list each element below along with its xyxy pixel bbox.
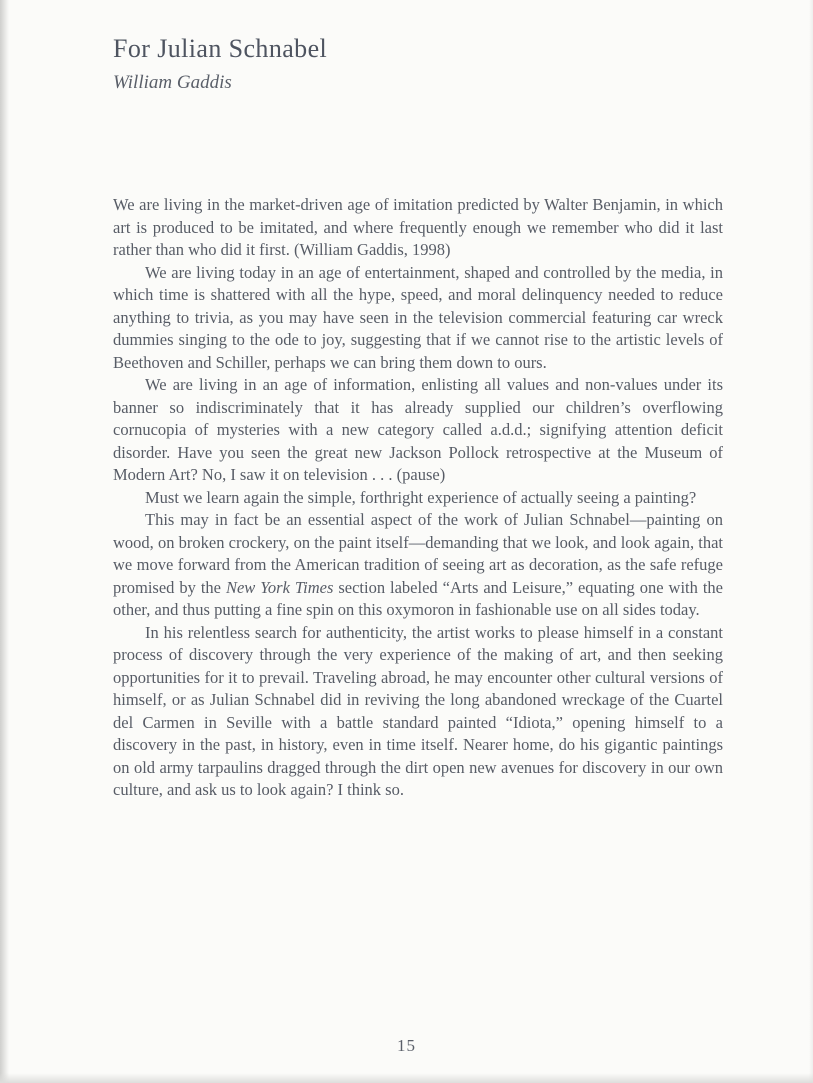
page-title: For Julian Schnabel [113, 34, 328, 63]
paragraph-3: We are living in an age of information, enlisting all values and non-values under its banner so indiscriminately that it has already supplied our children’s overflowing cornucopia of mysteries with a new category called a.d.d.; signifying attention deficit disorder. Have you seen the great new Jackson Pollock retrospective at the Museum of Modern Art? No, I saw it on television . . . (pause) [113, 375, 723, 484]
paragraph-5-text-before: This may in fact be an essential aspect of the work of Julian Schnabel—painting on wood, on broken crockery, on the paint itself—demanding that we look, and look again, that we move forward from the American tradition of seeing art as decoration, as the safe refuge promised by the [113, 510, 723, 597]
author-byline: William Gaddis [113, 72, 232, 93]
paragraph-4: Must we learn again the simple, forthright experience of actually seeing a painting? [145, 487, 697, 507]
paragraph-5-text-after: section labeled “Arts and Leisure,” equating one with the other, and thus putting a fine spin on this oxymoron in fashionable use on all sides today. [113, 577, 723, 619]
paragraph-5 [113, 509, 723, 622]
page-number: 15 [397, 1036, 416, 1055]
paragraph-6: In his relentless search for authenticity, the artist works to please himself in a constant process of discovery through the very experience of the making of art, and then seeking opportunities for it to prevail. Traveling abroad, he may encounter other cultural versions of himself, or as Julian Schnabel did in reviving the long abandoned wreckage of the Cuartel del Carmen in Seville with a battle standard painted “Idiota,” opening himself to a discovery in the past, in history, even in time itself. Nearer home, do his gigantic paintings on old army tarpaulins dragged through the dirt open new avenues for discovery in our own culture, and ask us to look again? I think so. [113, 622, 723, 799]
essay-body [113, 194, 723, 802]
scan-bottom-edge-shadow [0, 1073, 813, 1083]
paragraph-2: We are living today in an age of entertainment, shaped and controlled by the media, in which time is shattered with all the hype, speed, and moral delinquency needed to reduce anything to trivia, as you may have seen in the television commercial featuring car wreck dummies singing to the ode to joy, suggesting that if we cannot rise to the artistic levels of Beethoven and Schiller, perhaps we can bring them down to ours. [113, 262, 723, 372]
paragraph-1: We are living in the market-driven age of imitation predicted by Walter Benjamin, in which art is produced to be imitated, and where frequently enough we remember who did it last rather than who did it first. (William Gaddis, 1998) [113, 195, 723, 259]
scan-right-edge-shadow [809, 0, 813, 1083]
scan-left-edge-shadow [0, 0, 9, 1083]
page-content [113, 33, 723, 802]
paragraph-5-italic-title: New York Times [225, 577, 334, 597]
